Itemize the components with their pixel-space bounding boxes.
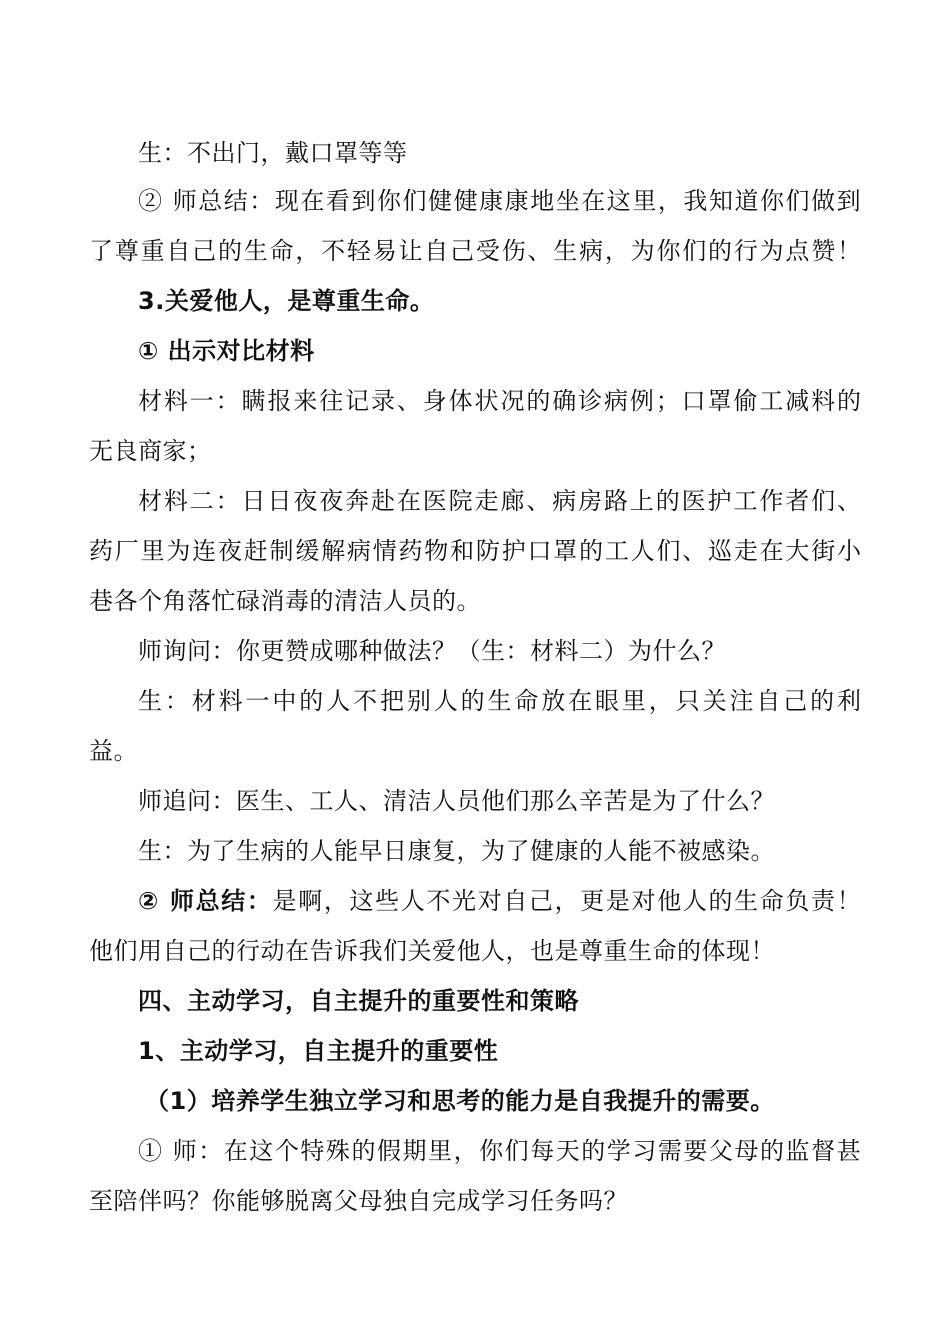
paragraph-line: 材料二：日日夜夜奔赴在医院走廊、病房路上的医护工作者们、 bbox=[138, 487, 863, 515]
section-heading: 1、主动学习，自主提升的重要性 bbox=[138, 1037, 499, 1065]
paragraph-line: 药厂里为连夜赶制缓解病情药物和防护口罩的工人们、巡走在大街小 bbox=[89, 537, 863, 565]
paragraph-line: 生：不出门，戴口罩等等 bbox=[138, 139, 408, 167]
paragraph-line: ② 师总结：现在看到你们健健康康地坐在这里，我知道你们做到 bbox=[138, 187, 863, 215]
paragraph-line: 生：材料一中的人不把别人的生命放在眼里，只关注自己的利 bbox=[138, 687, 864, 715]
paragraph-line: 至陪伴吗？你能够脱离父母独自完成学习任务吗？ bbox=[89, 1187, 628, 1215]
paragraph-line: 师询问：你更赞成哪种做法？（生：材料二）为什么？ bbox=[138, 637, 726, 665]
paragraph-line: 师追问：医生、工人、清洁人员他们那么辛苦是为了什么？ bbox=[138, 787, 775, 815]
paragraph-line: 无良商家； bbox=[89, 437, 212, 465]
subsection-heading: ① 出示对比材料 bbox=[138, 337, 315, 365]
paragraph-line: 生：为了生病的人能早日康复，为了健康的人能不被感染。 bbox=[138, 837, 775, 865]
paragraph-line: 了尊重自己的生命，不轻易让自己受伤、生病，为你们的行为点赞！ bbox=[89, 237, 863, 265]
subsection-heading: （1）培养学生独立学习和思考的能力是自我提升的需要。 bbox=[145, 1087, 775, 1115]
paragraph-line: 益。 bbox=[89, 737, 138, 765]
paragraph-line: 巷各个角落忙碌消毒的清洁人员的。 bbox=[89, 587, 481, 615]
paragraph-line: 他们用自己的行动在告诉我们关爱他人，也是尊重生命的体现！ bbox=[89, 937, 775, 965]
summary-line bbox=[138, 885, 861, 917]
summary-label: ② 师总结： bbox=[138, 887, 273, 915]
chapter-heading: 四、主动学习，自主提升的重要性和策略 bbox=[138, 987, 579, 1015]
paragraph-line: 材料一：瞒报来往记录、身体状况的确诊病例；口罩偷工减料的 bbox=[138, 387, 863, 415]
section-heading: 3.关爱他人，是尊重生命。 bbox=[138, 287, 435, 315]
summary-text: 是啊，这些人不光对自己，更是对他人的生命负责！ bbox=[272, 887, 863, 915]
paragraph-line: ① 师：在这个特殊的假期里，你们每天的学习需要父母的监督甚 bbox=[138, 1137, 863, 1165]
